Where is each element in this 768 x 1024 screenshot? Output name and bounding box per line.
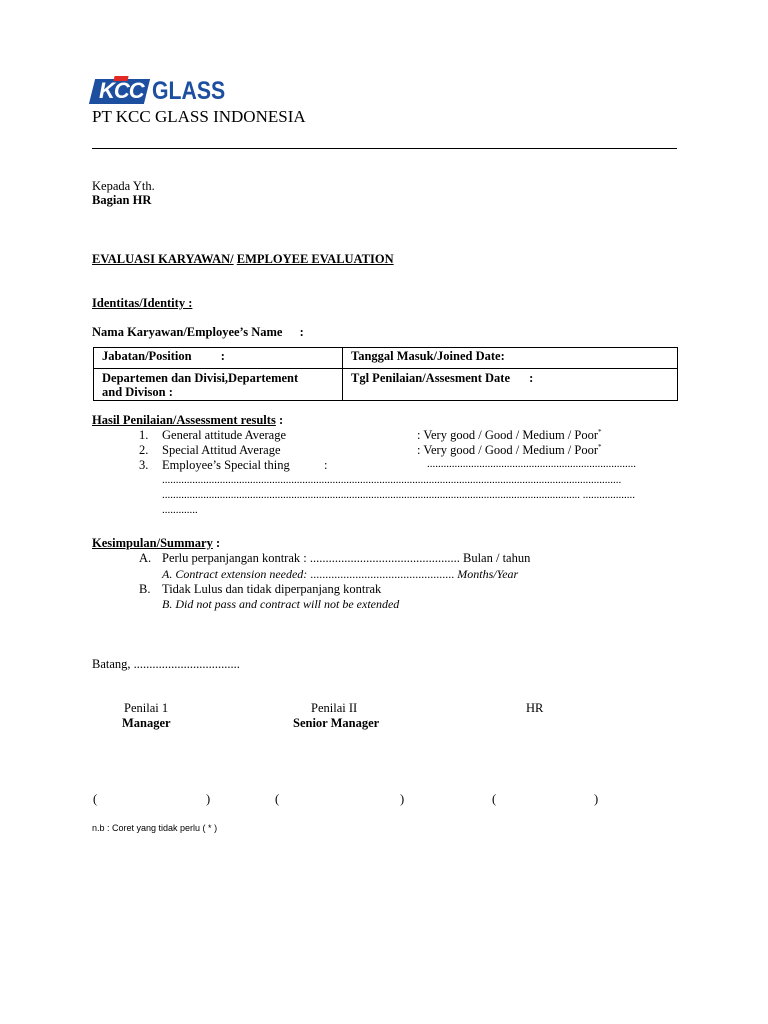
logo-box-text: KCC — [99, 78, 144, 103]
assessment-date-colon: : — [529, 371, 534, 385]
company-logo — [92, 76, 226, 106]
department-label-line2: and Divison : — [102, 385, 173, 399]
signature-1-close: ) — [206, 792, 211, 806]
position-label: Jabatan/Position — [102, 349, 192, 363]
assessment-date-label: Tgl Penilaian/Assesment Date — [351, 371, 511, 385]
summary-b-line: Tidak Lulus dan tidak diperpanjang kontrak — [162, 582, 382, 596]
assessment-date-cell — [343, 369, 678, 401]
signer-1-title: Manager — [122, 716, 171, 730]
results-heading: Hasil Penilaian/Assessment results — [92, 413, 276, 427]
title-part1: EVALUASI KARYAWAN/ — [92, 252, 234, 266]
summary-a-line: Perlu perpanjangan kontrak : ................................................ Bulan / tahun — [162, 551, 531, 565]
header-divider — [92, 148, 677, 149]
result-item-1-label: General attitude Average — [162, 428, 287, 442]
result-item-3-colon: : — [324, 458, 328, 472]
position-cell — [94, 348, 343, 369]
result-item-1-options: : Very good / Good / Medium / Poor — [417, 428, 599, 443]
dot-line-3: ............. — [162, 504, 198, 516]
summary-b-english: B. Did not pass and contract will not be extended — [162, 597, 400, 611]
summary-a-en-dots: ................................................ — [310, 567, 455, 581]
signer-3-role: HR — [526, 701, 544, 715]
signer-2-role: Penilai II — [311, 701, 358, 715]
department-label-line1: Departemen dan Divisi,Departement — [102, 371, 299, 385]
logo-text: GLASS — [152, 77, 226, 105]
employee-name-label: Nama Karyawan/Employee’s Name — [92, 325, 283, 339]
result-item-1-mark: * — [598, 428, 602, 436]
joined-date-cell — [343, 348, 678, 369]
company-name: PT KCC GLASS INDONESIA — [92, 107, 306, 126]
summary-a-en-suffix: Months/Year — [454, 567, 519, 581]
result-item-3-label: Employee’s Special thing — [162, 458, 290, 472]
table-row — [94, 348, 678, 369]
result-item-2-num: 2. — [139, 443, 149, 457]
signature-2-open: ( — [275, 792, 280, 806]
table-row — [94, 369, 678, 401]
addressee-line2: Bagian HR — [92, 193, 152, 207]
summary-b-letter: B. — [139, 582, 151, 596]
position-colon: : — [220, 349, 225, 363]
result-item-1-value — [417, 428, 602, 443]
addressee-line1: Kepada Yth. — [92, 179, 155, 193]
document-title — [92, 252, 394, 267]
dot-line-1: ....................................................................................................................................................................... — [162, 474, 622, 486]
identity-heading: Identitas/Identity : — [92, 296, 193, 310]
joined-date-label: Tanggal Masuk/Joined Date: — [351, 349, 505, 363]
department-cell — [94, 369, 343, 401]
signature-3-close: ) — [594, 792, 599, 806]
signer-2-title: Senior Manager — [293, 716, 380, 730]
summary-a-en-prefix: A. Contract extension needed: — [162, 567, 311, 581]
signature-3-open: ( — [492, 792, 497, 806]
title-part2: EMPLOYEE EVALUATION — [236, 252, 394, 266]
result-item-2-mark: * — [598, 443, 602, 451]
footnote: n.b : Coret yang tidak perlu ( * ) — [92, 823, 218, 833]
results-heading-row — [92, 413, 283, 428]
result-item-1-num: 1. — [139, 428, 149, 442]
summary-heading-row — [92, 536, 220, 551]
result-item-2-label: Special Attitud Average — [162, 443, 281, 457]
result-item-2-options: : Very good / Good / Medium / Poor — [417, 443, 599, 458]
dot-line-2: ........................................................................................................................................................ ................... — [162, 489, 635, 501]
results-heading-colon: : — [278, 413, 284, 427]
result-item-2-value — [417, 443, 602, 458]
summary-heading-colon: : — [215, 536, 221, 550]
summary-heading: Kesimpulan/Summary — [92, 536, 213, 550]
employee-name-row — [92, 325, 304, 340]
signature-1-open: ( — [93, 792, 98, 806]
identity-table — [93, 347, 678, 401]
result-item-3-dots: ............................................................................ — [427, 458, 636, 470]
signer-1-role: Penilai 1 — [124, 701, 169, 715]
summary-a-english — [162, 567, 518, 582]
employee-name-colon: : — [299, 325, 304, 339]
signature-2-close: ) — [400, 792, 405, 806]
result-item-3-num: 3. — [139, 458, 149, 472]
summary-a-letter: A. — [139, 551, 152, 565]
place-date: Batang, .................................. — [92, 657, 240, 671]
